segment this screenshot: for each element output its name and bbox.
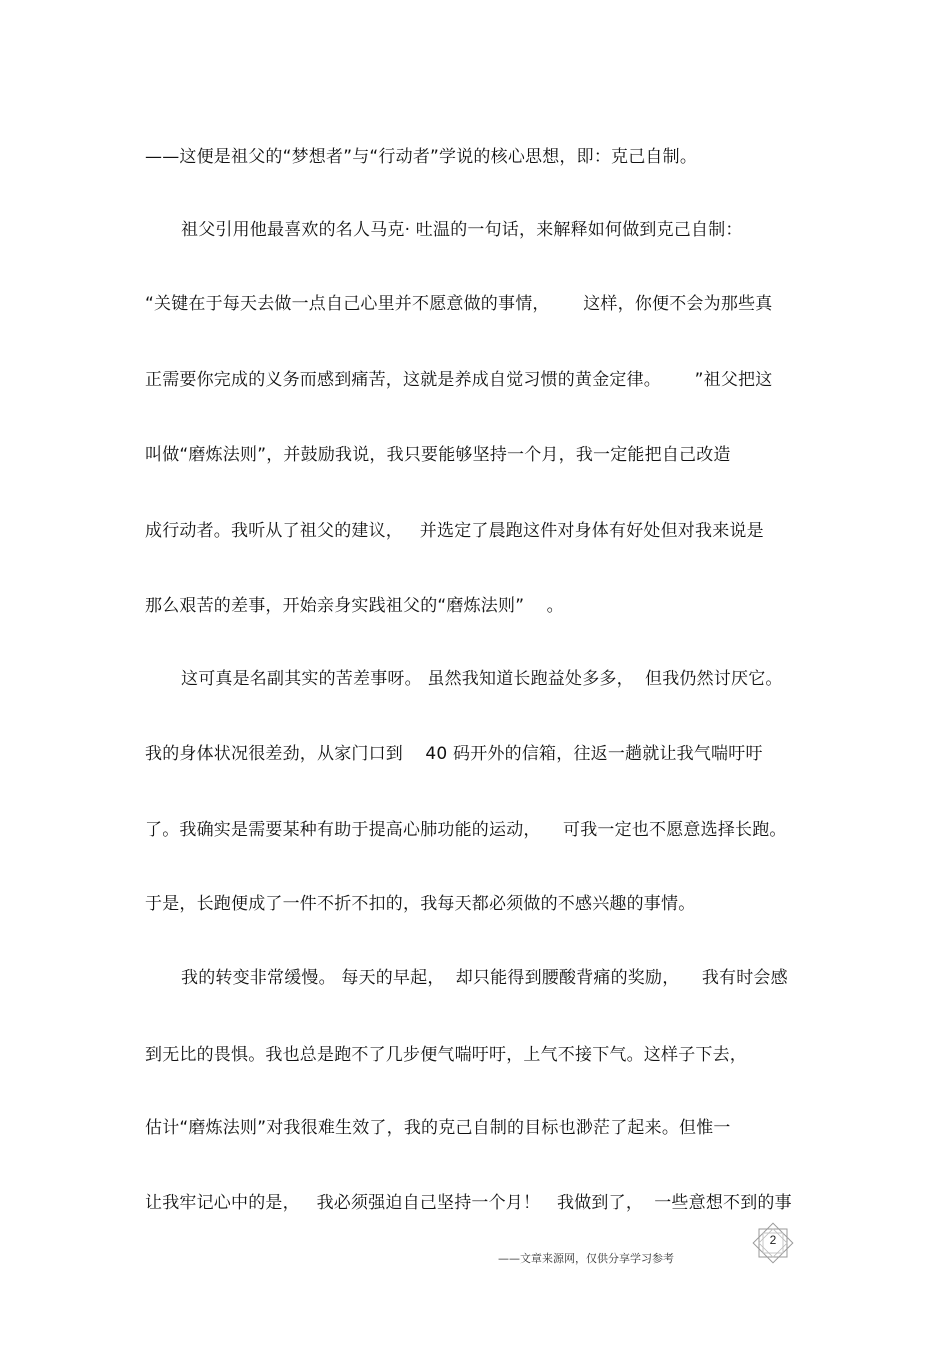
paragraph-line: 于是，长跑便成了一件不折不扣的，我每天都必须做的不感兴趣的事情。 (145, 894, 696, 914)
page-number-badge (750, 1220, 796, 1266)
paragraph-line: 我的转变非常缓慢。 每天的早起， 却只能得到腰酸背痛的奖励， 我有时会感 (181, 968, 788, 988)
paragraph-line: 了。我确实是需要某种有助于提高心肺功能的运动， 可我一定也不愿意选择长跑。 (145, 820, 787, 840)
paragraph-line: 我的身体状况很差劲，从家门口到 40 码开外的信箱，往返一趟就让我气喘吁吁 (145, 744, 763, 764)
paragraph-line: 到无比的畏惧。我也总是跑不了几步便气喘吁吁，上气不接下气。这样子下去， (145, 1045, 747, 1065)
footer-source-note: ——文章来源网，仅供分享学习参考 (498, 1252, 674, 1265)
paragraph-line: ——这便是祖父的“梦想者”与“行动者”学说的核心思想，即：克己自制。 (145, 147, 698, 167)
page-number: 2 (769, 1233, 777, 1247)
paragraph-line: 正需要你完成的义务而感到痛苦，这就是养成自觉习惯的黄金定律。 ”祖父把这 (145, 370, 773, 390)
paragraph-line: 这可真是名副其实的苦差事呀。 虽然我知道长跑益处多多， 但我仍然讨厌它。 (181, 669, 783, 689)
paragraph-line: 成行动者。我听从了祖父的建议， 并选定了晨跑这件对身体有好处但对我来说是 (145, 521, 764, 541)
paragraph-line: 让我牢记心中的是， 我必须强迫自己坚持一个月！ 我做到了， 一些意想不到的事 (145, 1193, 792, 1213)
paragraph-line: “关键在于每天去做一点自己心里并不愿意做的事情， 这样，你便不会为那些真 (145, 294, 773, 314)
paragraph-line: 叫做“磨炼法则”，并鼓励我说，我只要能够坚持一个月，我一定能把自己改造 (145, 445, 731, 465)
paragraph-line: 那么艰苦的差事，开始亲身实践祖父的“磨炼法则” 。 (145, 596, 564, 616)
paragraph-line: 祖父引用他最喜欢的名人马克· 吐温的一句话，来解释如何做到克己自制： (181, 220, 743, 240)
paragraph-line: 估计“磨炼法则”对我很难生效了，我的克己自制的目标也渺茫了起来。但惟一 (145, 1118, 731, 1138)
